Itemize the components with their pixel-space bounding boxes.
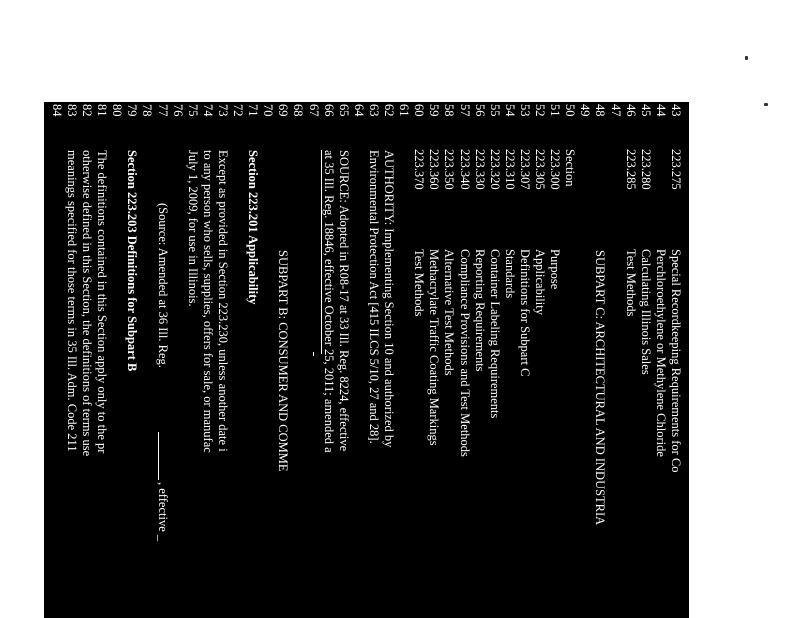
scan-speck [745,56,748,60]
document-line [64,102,79,618]
paragraph-text: SOURCE: Adopted in R08-17 at 33 Ill. Reg. 8224, effective [336,150,351,452]
line-number: 74 [200,104,215,117]
document-line [381,102,396,618]
section-number: 223.310 [502,149,517,190]
line-number: 54 [502,104,517,117]
subpart-heading: SUBPART B: CONSUMER AND COMME [276,250,291,472]
document-line [457,102,472,618]
section-title: Methacrylate Traffic Coating Markings [427,249,442,446]
source-note: (Source: Amended at 36 Ill. Reg. [155,203,170,368]
line-number: 71 [246,104,261,117]
document-line [140,102,155,618]
line-number: 44 [653,104,668,117]
section-number: 223.280 [638,149,653,190]
line-number: 58 [442,104,457,117]
line-number: 80 [110,104,125,117]
section-heading: Section 223.201 Applicability [246,150,261,305]
separator-rule [313,352,314,356]
document-line [155,102,170,618]
document-line [170,102,185,618]
section-number: 223.330 [472,149,487,190]
document-line [638,102,653,618]
line-number: 60 [412,104,427,117]
paragraph-text: Environmental Protection Act [415 ILCS 5/10, 27 and 28]. [367,150,381,444]
document-line [245,102,260,618]
section-heading: Section 223.203 Definitions for Subpart B [125,150,140,372]
section-title: Standards [502,249,517,299]
section-title: Reporting Requirements [472,249,487,372]
line-number: 75 [185,104,200,117]
section-title: Compliance Provisions and Test Methods [457,249,472,457]
section-number: 223.320 [487,149,502,190]
document-line [185,102,200,618]
document-line [472,102,487,618]
document-line [366,102,381,618]
paragraph-text: meanings specified for those terms in 35 Ill. Adm. Code 211 [65,150,79,452]
line-number: 52 [533,104,548,117]
line-number: 59 [427,104,442,117]
line-number: 82 [80,104,95,117]
paragraph-text: AUTHORITY: Implementing Section 10 and authorized by [382,150,397,448]
document-line [321,102,336,618]
document-line [623,102,638,618]
section-number: 223.305 [533,149,548,190]
rotated-document-text [44,102,689,618]
line-number: 62 [382,104,397,117]
line-number: 68 [291,104,306,117]
document-line [577,102,592,618]
document-line [291,102,306,618]
document-line [94,102,109,618]
document-line [668,102,683,618]
line-number: 49 [578,104,593,117]
subpart-heading: SUBPART C: ARCHITECTURAL AND INDUSTRIA [593,250,608,526]
line-number: 84 [49,104,64,117]
document-line [230,102,245,618]
document-line [109,102,124,618]
section-number: 223.300 [548,149,563,190]
line-number: 64 [351,104,366,117]
document-line [79,102,94,618]
document-line [487,102,502,618]
line-number: 65 [336,104,351,117]
source-note-effective: , effective _ [155,482,170,542]
paragraph-text: otherwise defined in this Section, the definitions of terms use [80,150,95,457]
document-line [336,102,351,618]
section-title: Test Methods [412,249,427,317]
line-number: 72 [231,104,246,117]
document-line [532,102,547,618]
line-number: 76 [170,104,185,117]
document-line [49,102,64,618]
section-number: 223.360 [427,149,442,190]
line-number: 66 [321,104,336,117]
line-number: 45 [638,104,653,117]
section-number: 223.350 [442,149,457,190]
document-line [411,102,426,618]
line-number: 51 [548,104,563,117]
document-line [306,102,321,618]
paragraph-text: Except as provided in Section 223.230, unless another date i [216,150,230,452]
document-line [608,102,623,618]
document-line [200,102,215,618]
line-number: 53 [518,104,532,117]
line-number: 73 [216,104,230,117]
line-number: 48 [593,104,608,117]
document-line [215,102,230,618]
document-line [562,102,577,618]
section-number: 223.307 [518,149,532,190]
document-line [517,102,532,618]
line-number: 83 [65,104,79,117]
line-number: 79 [125,104,140,117]
line-number: 78 [140,104,155,117]
line-number: 55 [487,104,502,117]
section-title: Applicability [533,249,548,315]
section-number: 223.370 [412,149,427,190]
document-line [426,102,441,618]
section-number: 223.340 [457,149,472,190]
document-line [396,102,411,618]
document-line [351,102,366,618]
paragraph-text: at 35 Ill. Reg. 18846, effective October 25, 2011; amended a [321,150,336,453]
section-title: Special Recordkeeping Requirements for Co [669,249,683,473]
document-line [502,102,517,618]
document-line [124,102,139,618]
line-number: 56 [472,104,487,117]
line-number: 69 [276,104,291,117]
line-number: 63 [367,104,381,117]
document-line [547,102,562,618]
line-number: 57 [457,104,472,117]
line-number: 70 [261,104,276,117]
line-number: 50 [563,104,578,117]
line-number: 61 [397,104,412,117]
section-number: 223.275 [669,149,683,190]
section-title: Calculating Illinois Sales [638,249,653,375]
section-number: Section [563,149,578,187]
section-title: Purpose [548,249,563,290]
document-line [275,102,290,618]
section-title: Perchloroethylene or Methylene Chloride [653,249,668,457]
line-number: 47 [608,104,623,117]
scanned-page [44,102,689,618]
scan-speck [764,103,768,106]
section-title: Test Methods [623,249,638,317]
blank-line [158,432,170,480]
section-title: Alternative Test Methods [442,249,457,376]
line-number: 46 [623,104,638,117]
line-number: 81 [95,104,110,117]
paragraph-text: The definitions contained in this Section apply only to the pr [95,150,110,454]
section-title: Definitions for Subpart C [518,249,532,377]
separator-rule [321,150,322,354]
document-line [442,102,457,618]
document-line [593,102,608,618]
line-number: 43 [669,104,683,117]
paragraph-text: July 1, 2009, for use in Illinois. [185,150,200,307]
line-number: 67 [306,104,321,117]
line-number: 77 [155,104,170,117]
document-line [653,102,668,618]
section-number: 223.285 [623,149,638,190]
paragraph-text: to any person who sells, supplies, offers for sale, or manufac [200,150,215,453]
section-title: Container Labeling Requirements [487,249,502,419]
document-line [260,102,275,618]
